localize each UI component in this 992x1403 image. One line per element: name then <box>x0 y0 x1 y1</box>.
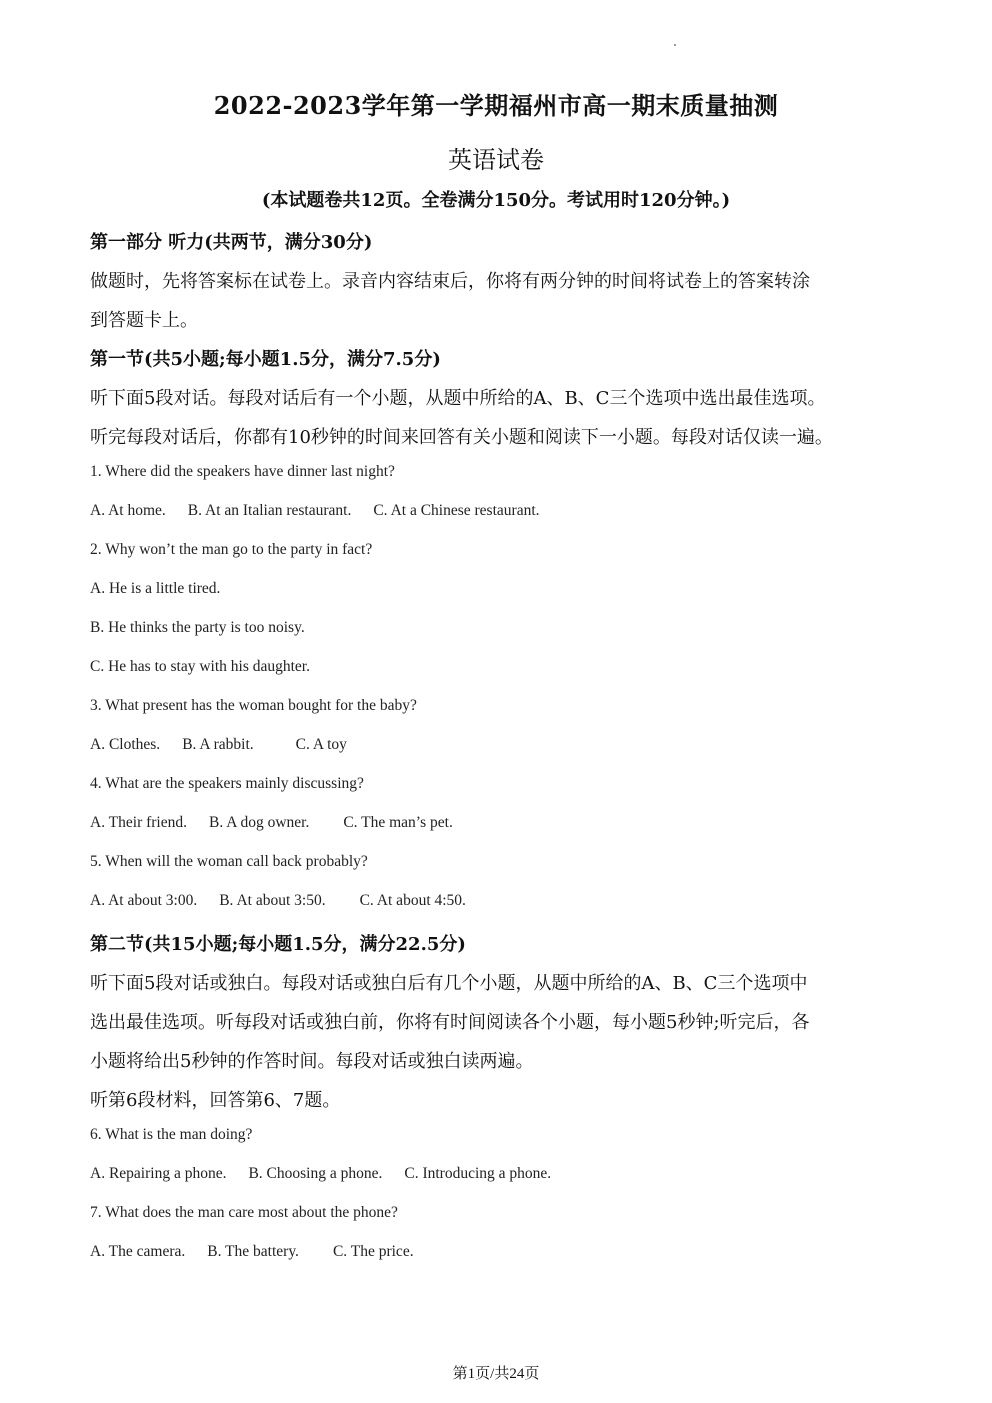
question-6-options <box>90 1165 910 1183</box>
section1-heading: 第一节(共5小题;每小题1.5分，满分7.5分) <box>90 349 441 370</box>
exam-title: 2022-2023学年第一学期福州市高一期末质量抽测 <box>213 91 779 120</box>
question-7-options <box>90 1243 910 1261</box>
option-c: C. At a Chinese restaurant. <box>373 502 540 519</box>
option-c: C. He has to stay with his daughter. <box>90 658 310 675</box>
question-5-options <box>90 892 910 910</box>
section2-instructions-line2: 选出最佳选项。听每段对话或独白前，你将有时间阅读各个小题，每小题5秒钟;听完后，各 <box>90 1012 810 1033</box>
option-c: C. The price. <box>332 1243 414 1260</box>
material-6-heading: 听第6段材料，回答第6、7题。 <box>90 1090 341 1111</box>
exam-note: (本试题卷共12页。全卷满分150分。考试用时120分钟。) <box>261 190 731 211</box>
question-5: 5. When will the woman call back probably? <box>90 853 368 870</box>
option-b: B. At about 3:50. <box>219 892 326 909</box>
question-3-options <box>90 736 910 754</box>
part1-instructions-line1: 做题时，先将答案标在试卷上。录音内容结束后，你将有两分钟的时间将试卷上的答案转涂 <box>90 271 810 292</box>
option-a: A. Repairing a phone. <box>90 1165 227 1182</box>
question-3: 3. What present has the woman bought for the baby? <box>90 697 417 714</box>
part1-instructions-line2: 到答题卡上。 <box>90 310 198 331</box>
option-c: C. The man’s pet. <box>343 814 453 831</box>
section1-instructions-line2: 听完每段对话后，你都有10秒钟的时间来回答有关小题和阅读下一小题。每段对话仅读一遍。 <box>90 427 833 448</box>
question-4: 4. What are the speakers mainly discussing? <box>90 775 364 792</box>
question-2: 2. Why won’t the man go to the party in fact? <box>90 541 373 558</box>
decorative-dot <box>674 44 676 46</box>
question-6: 6. What is the man doing? <box>90 1126 253 1143</box>
question-1: 1. Where did the speakers have dinner last night? <box>90 463 395 480</box>
option-c: C. Introducing a phone. <box>404 1165 552 1182</box>
option-a: A. The camera. <box>90 1243 186 1260</box>
option-c: C. A toy <box>295 736 347 753</box>
option-b: B. He thinks the party is too noisy. <box>90 619 305 636</box>
option-b: B. Choosing a phone. <box>248 1165 383 1182</box>
question-1-options <box>90 502 910 520</box>
section2-heading: 第二节(共15小题;每小题1.5分，满分22.5分) <box>90 934 466 955</box>
option-b: B. A rabbit. <box>182 736 254 753</box>
option-a: A. He is a little tired. <box>90 580 221 597</box>
section2-instructions-line1: 听下面5段对话或独白。每段对话或独白后有几个小题，从题中所给的A、B、C三个选项中 <box>90 973 808 994</box>
option-c: C. At about 4:50. <box>359 892 466 909</box>
exam-subtitle: 英语试卷 <box>448 146 544 174</box>
option-b: B. The battery. <box>207 1243 299 1260</box>
option-a: A. Clothes. <box>90 736 161 753</box>
option-b: B. At an Italian restaurant. <box>187 502 352 519</box>
section2-instructions-line3: 小题将给出5秒钟的作答时间。每段对话或独白读两遍。 <box>90 1051 534 1072</box>
question-4-options <box>90 814 910 832</box>
option-a: A. Their friend. <box>90 814 187 831</box>
page-number: 第1页/共24页 <box>452 1366 540 1382</box>
option-a: A. At about 3:00. <box>90 892 198 909</box>
option-b: B. A dog owner. <box>209 814 310 831</box>
section1-instructions-line1: 听下面5段对话。每段对话后有一个小题，从题中所给的A、B、C三个选项中选出最佳选项。 <box>90 388 826 409</box>
option-a: A. At home. <box>90 502 166 519</box>
part1-heading: 第一部分 听力(共两节，满分30分) <box>90 232 373 253</box>
question-7: 7. What does the man care most about the phone? <box>90 1204 398 1221</box>
